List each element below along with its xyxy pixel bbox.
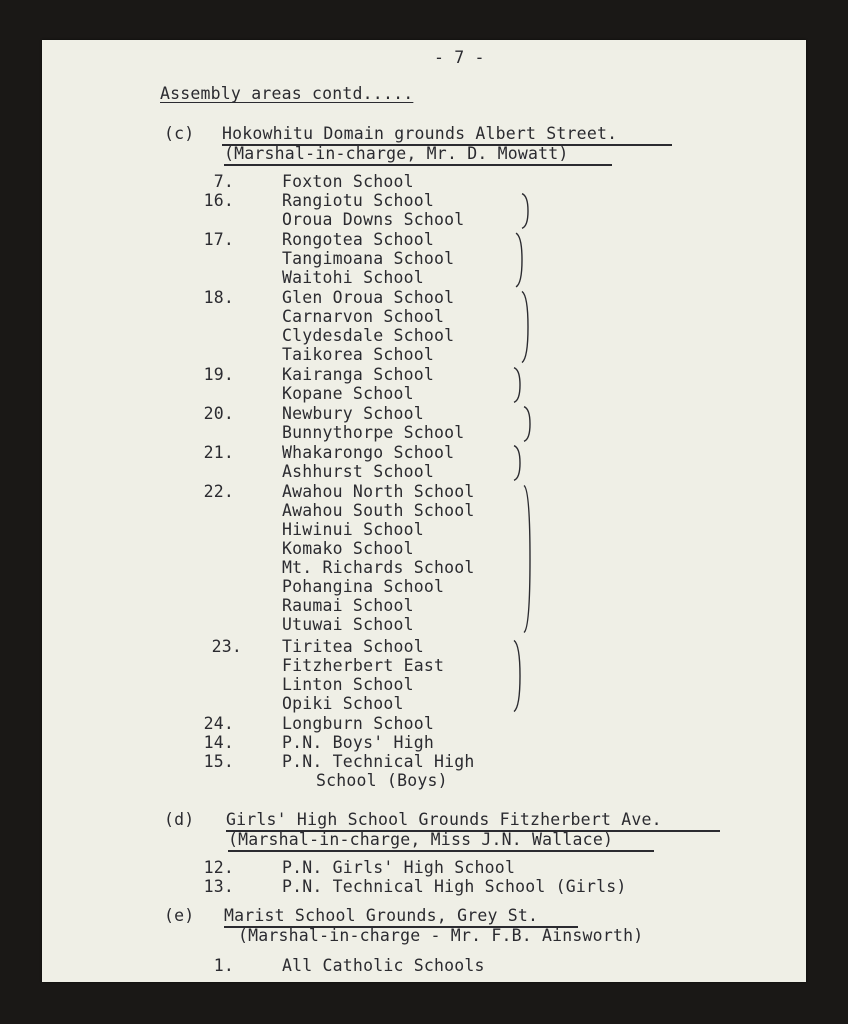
- school-name: Whakarongo School: [282, 443, 455, 462]
- section-c-marshal-rule: [224, 164, 612, 166]
- group-number: 12.: [203, 858, 234, 877]
- section-c-marshal: (Marshal-in-charge, Mr. D. Mowatt): [224, 144, 569, 163]
- group-number: 7.: [213, 172, 234, 191]
- document-page: [42, 40, 806, 982]
- school-name: Fitzherbert East: [282, 656, 445, 675]
- group-bracket: [512, 367, 522, 403]
- group-number: 24.: [203, 714, 234, 733]
- heading: Assembly areas contd.....: [160, 84, 414, 103]
- school-name: Rongotea School: [282, 230, 435, 249]
- school-name: Foxton School: [282, 172, 414, 191]
- school-name: Awahou South School: [282, 501, 475, 520]
- group-bracket: [520, 290, 530, 364]
- group-number: 23.: [211, 637, 242, 656]
- group-number: 22.: [203, 482, 234, 501]
- school-name: Raumai School: [282, 596, 414, 615]
- school-name: Awahou North School: [282, 482, 475, 501]
- section-e-title: Marist School Grounds, Grey St.: [224, 906, 539, 925]
- group-bracket: [522, 406, 532, 442]
- school-name: Newbury School: [282, 404, 424, 423]
- school-name: Mt. Richards School: [282, 558, 475, 577]
- school-name: Komako School: [282, 539, 414, 558]
- group-number: 1.: [213, 956, 234, 975]
- group-bracket: [514, 232, 524, 288]
- school-name: Glen Oroua School: [282, 288, 455, 307]
- group-bracket: [522, 484, 532, 634]
- school-name: Linton School: [282, 675, 414, 694]
- school-name: Rangiotu School: [282, 191, 435, 210]
- school-name: Hiwinui School: [282, 520, 424, 539]
- section-e-marshal: (Marshal-in-charge - Mr. F.B. Ainsworth): [238, 926, 644, 945]
- section-c-title: Hokowhitu Domain grounds Albert Street.: [222, 124, 618, 143]
- group-number: 17.: [203, 230, 234, 249]
- school-name: P.N. Boys' High: [282, 733, 435, 752]
- school-name: Clydesdale School: [282, 326, 455, 345]
- section-d-title: Girls' High School Grounds Fitzherbert Ave.: [226, 810, 662, 829]
- school-name: P.N. Technical High: [282, 752, 475, 771]
- group-number: 15.: [203, 752, 234, 771]
- school-name: Oroua Downs School: [282, 210, 465, 229]
- section-d-marshal: (Marshal-in-charge, Miss J.N. Wallace): [228, 830, 614, 849]
- school-name: Ashhurst School: [282, 462, 435, 481]
- school-name: Kairanga School: [282, 365, 435, 384]
- school-name: Tiritea School: [282, 637, 424, 656]
- group-bracket: [512, 445, 522, 481]
- group-number: 19.: [203, 365, 234, 384]
- group-number: 18.: [203, 288, 234, 307]
- school-name: Carnarvon School: [282, 307, 445, 326]
- page-number: - 7 -: [434, 48, 485, 67]
- group-number: 21.: [203, 443, 234, 462]
- school-name: Opiki School: [282, 694, 404, 713]
- group-number: 20.: [203, 404, 234, 423]
- school-name: Taikorea School: [282, 345, 435, 364]
- school-name: Kopane School: [282, 384, 414, 403]
- group-number: 13.: [203, 877, 234, 896]
- section-d-marker: (d): [164, 810, 195, 829]
- group-number: 16.: [203, 191, 234, 210]
- school-name: P.N. Technical High School (Girls): [282, 877, 627, 896]
- group-bracket: [512, 639, 522, 713]
- group-bracket: [520, 193, 530, 229]
- school-name: Waitohi School: [282, 268, 424, 287]
- section-d-marshal-rule: [228, 850, 654, 852]
- school-name: Tangimoana School: [282, 249, 455, 268]
- section-c-marker: (c): [164, 124, 195, 143]
- school-name: All Catholic Schools: [282, 956, 485, 975]
- school-name: P.N. Girls' High School: [282, 858, 516, 877]
- school-name: Longburn School: [282, 714, 435, 733]
- school-name: Pohangina School: [282, 577, 445, 596]
- school-name: Utuwai School: [282, 615, 414, 634]
- school-name: Bunnythorpe School: [282, 423, 465, 442]
- school-name: School (Boys): [316, 771, 448, 790]
- section-e-marker: (e): [164, 906, 195, 925]
- group-number: 14.: [203, 733, 234, 752]
